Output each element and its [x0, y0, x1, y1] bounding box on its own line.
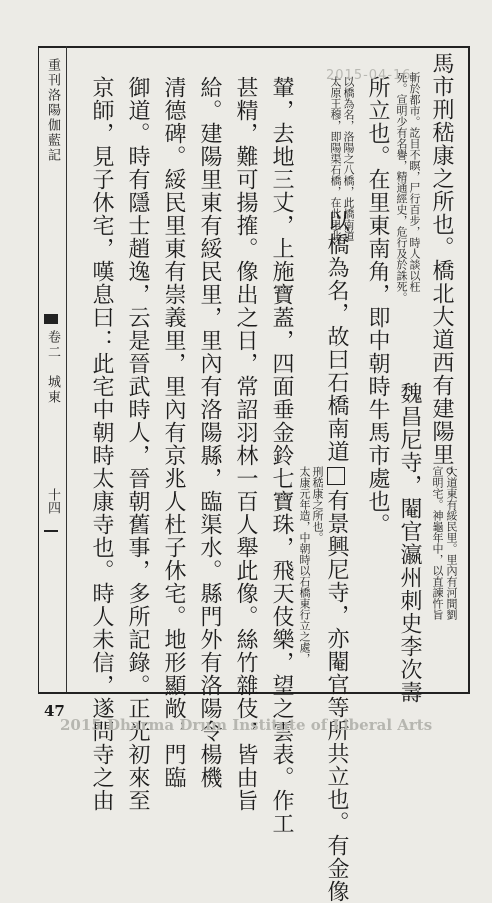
text-column-3-temple: 魏昌尼寺，閹官瀛州刺史李次壽 [397, 382, 422, 704]
text-column-11: 御道。時有隱士趙逸，云是晉武時人，晉朝舊事，多所記錄。正光初來至 [125, 76, 150, 812]
watermark: 2015 Dharma Drum Institute of Liberal Arts [60, 716, 433, 734]
missing-character-box [327, 467, 345, 485]
text-before-box: 以橋為名，故曰石橋南道 [324, 210, 349, 463]
text-column-9: 給。建陽里東有綏民里，里內有洛陽縣，臨渠水。縣門外有洛陽令楊機 [197, 76, 222, 789]
text-column-4: 所立也。在里東南角，即中朝時牛馬市處也。 [365, 76, 390, 536]
page-number: 47 [44, 702, 65, 720]
text-after-box: 有景興尼寺，亦閹官等所共立也。有金像 [324, 489, 349, 903]
note-column-6b: 太康元年造，中朝時以石橋東行立之處， [298, 466, 311, 664]
note-column-3a: 斬於都市。訖目不瞑，尸行百步，時人談以枉 [408, 72, 421, 292]
text-column-12: 京師，見子休宅，嘆息曰：此宅中朝時太康寺也。時人未信，遂問寺之由 [89, 76, 114, 812]
fishtail-mark [44, 314, 58, 324]
frame-left-rule [38, 46, 39, 692]
gutter-divider [66, 46, 67, 692]
frame-top-rule [38, 46, 468, 48]
chapter-label: 卷二 城東 [45, 330, 60, 405]
note-column-2a: 大道東有綏民里。里內有河間劉 [445, 466, 458, 620]
note-column-5a: 以橋為名，洛陽之八橋，此橋南道 [342, 76, 355, 241]
note-column-5b: 太原王穆，即陽渠石橋，在此里北。 [329, 76, 342, 252]
note-column-6a: 刑嵇康之所也。 [311, 466, 324, 543]
text-column-8: 甚精，難可揚搉。像出之日，常詔羽林一百人舉此像。絲竹雜伎，皆由旨 [233, 76, 258, 812]
text-column-1: 馬市刑嵇康之所也。橋北大道西有建陽里。 [429, 52, 454, 489]
note-column-3b: 死。宣明少有名譽，精通經史，危行及於誅死。 [395, 72, 408, 303]
note-column-2b: 宣明宅。神龜年中，以直諫忤旨 [431, 466, 444, 620]
text-column-10: 清德碑。綏民里東有崇義里，里內有京兆人杜子休宅。地形顯敞，門臨 [161, 76, 186, 789]
date-stamp: 2015-04-16 [326, 68, 412, 83]
folio-rule [44, 530, 58, 532]
frame-right-rule [468, 46, 470, 693]
text-column-5 [323, 210, 350, 903]
text-column-7: 輦，去地三丈，上施寶蓋，四面垂金鈴七寶珠，飛天伎樂，望之雲表。作工 [269, 76, 294, 835]
book-title: 重刊洛陽伽藍記 [45, 58, 60, 163]
folio-number: 十四 [45, 488, 60, 514]
